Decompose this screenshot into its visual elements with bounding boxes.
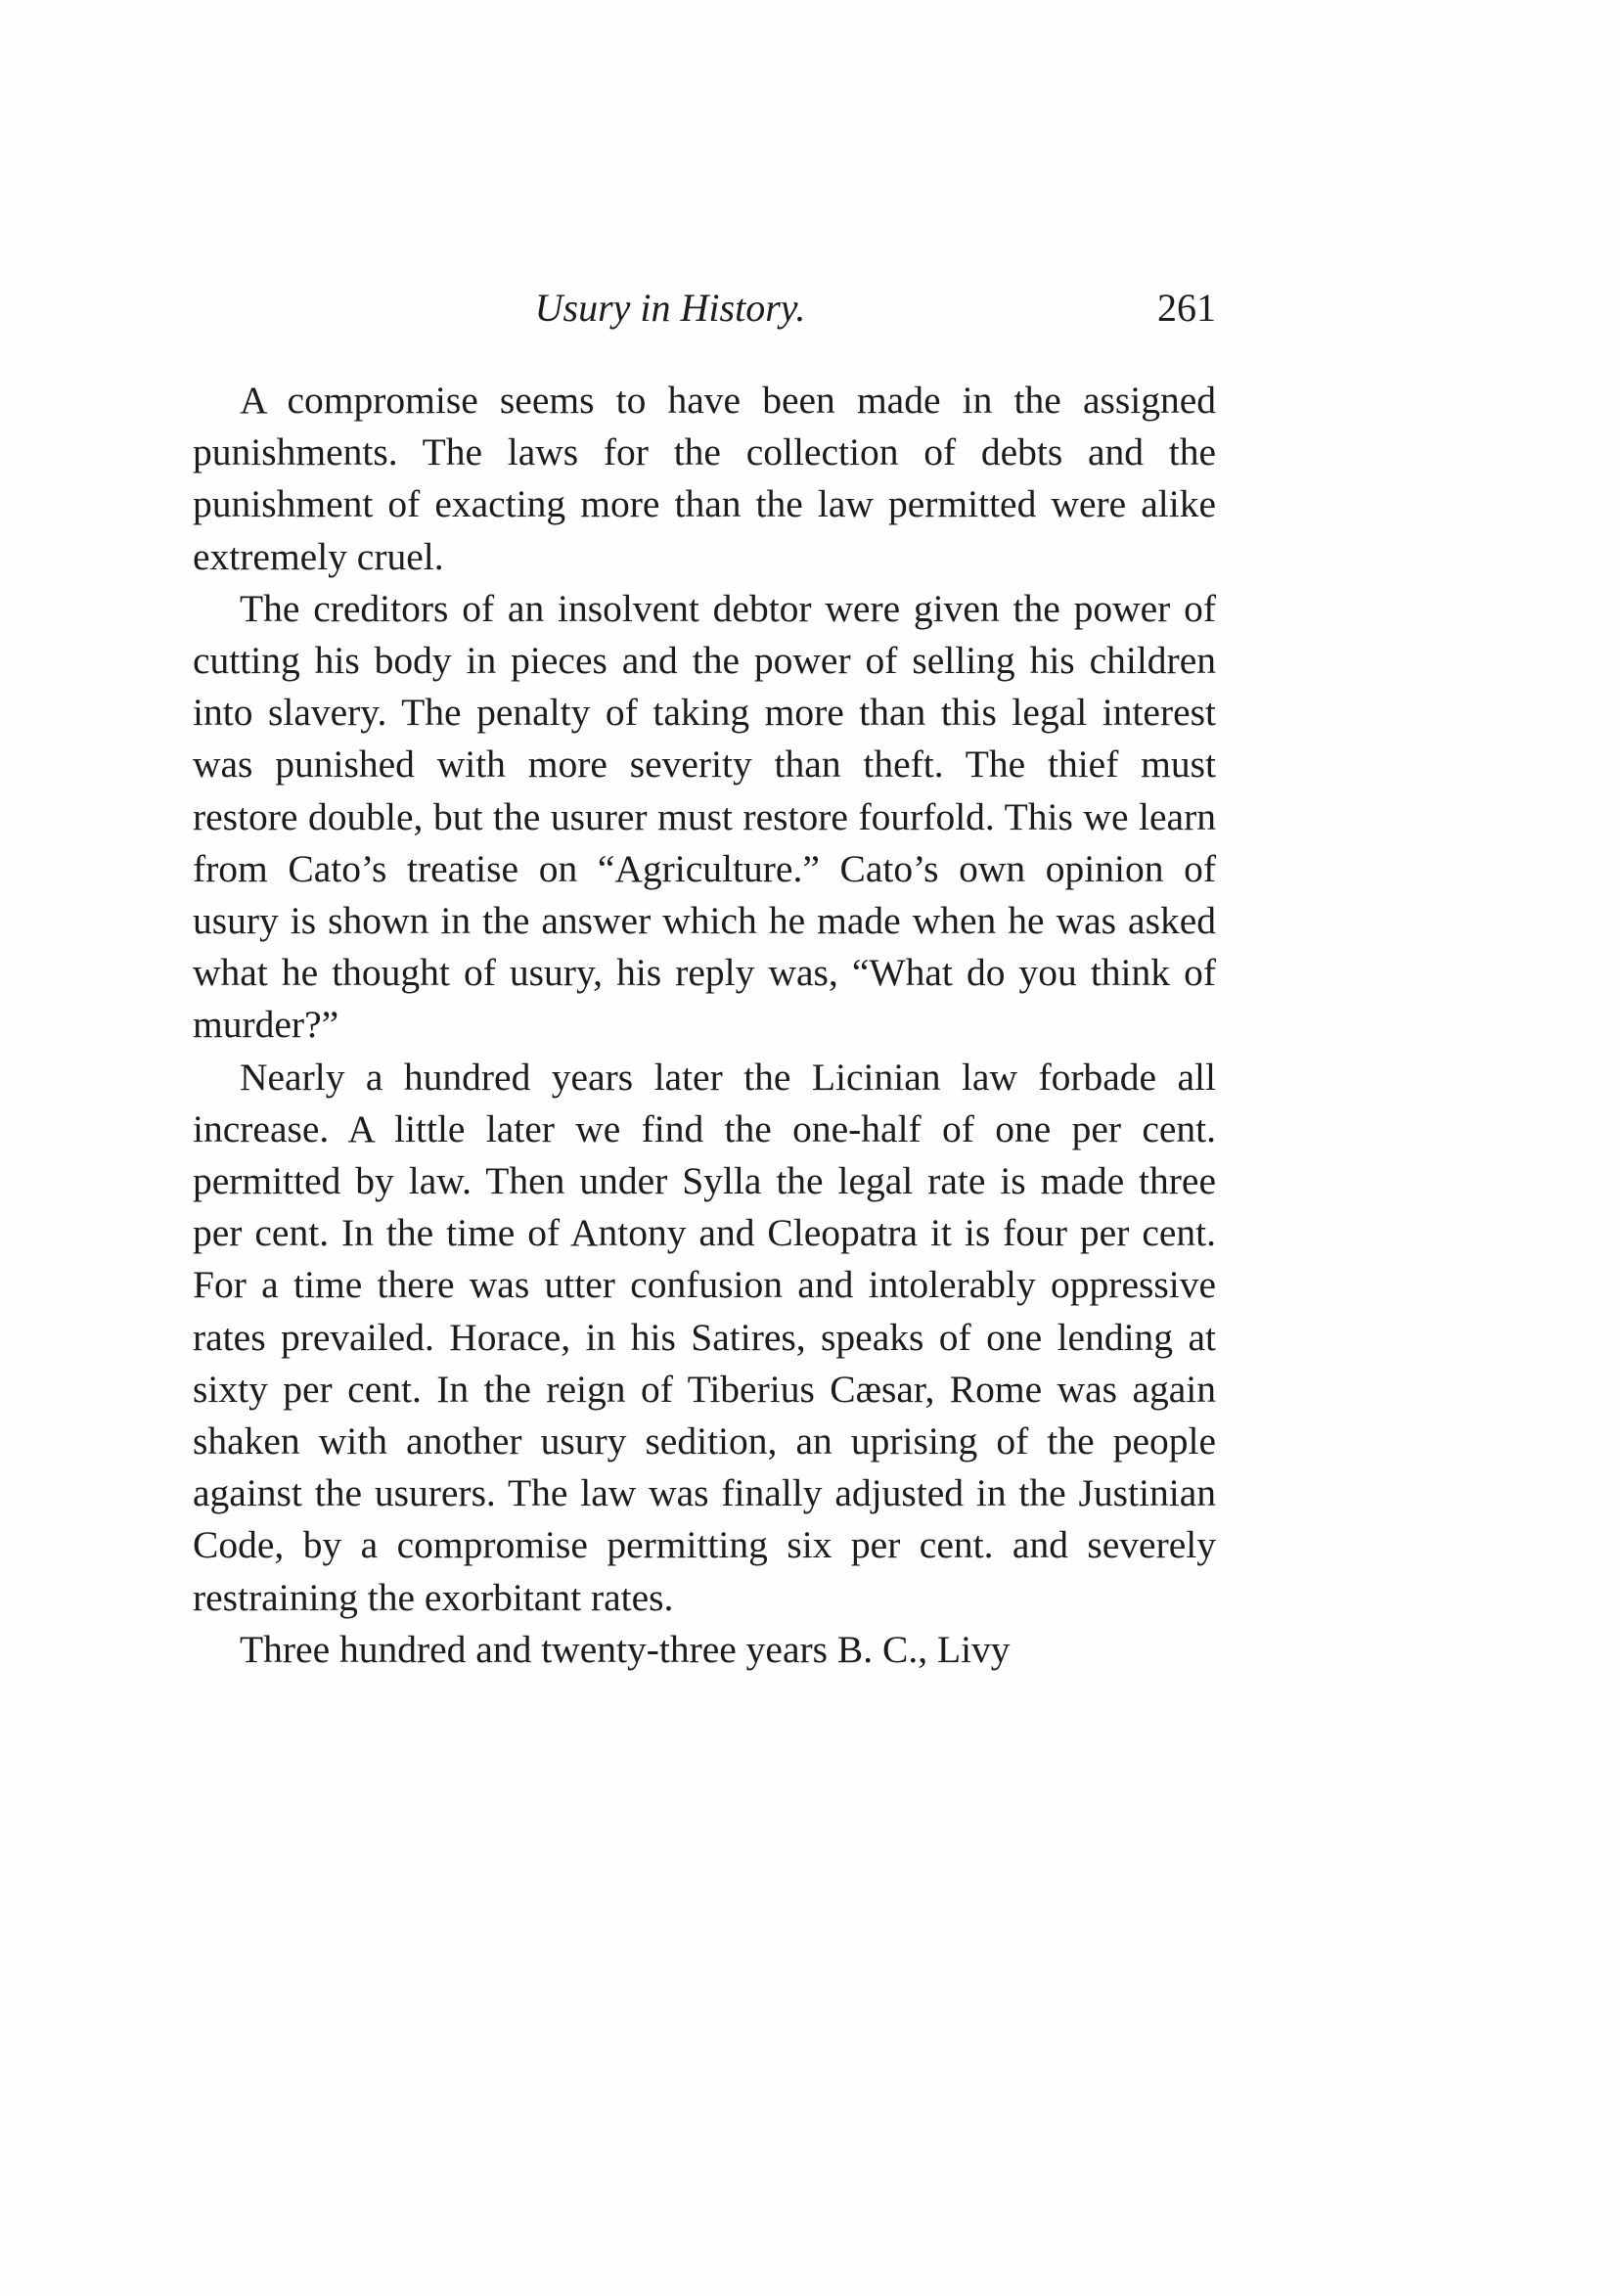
paragraph: Nearly a hundred years later the Licinian law forbade all increase. A little later we find the one-half of one per cent. permitted by law. Then under Sylla the legal rate is made three per cent. In the time of Antony and Cleopatra it is four per cent. For a time there was utter confusion and intolerably oppressive rates prevailed. Horace, in his Satires, speaks of one lending at sixty per cent. In the reign of Tiberius Cæsar, Rome was again shaken with another usury sedition, an uprising of the people against the usurers. The law was finally adjusted in the Justinian Code, by a compromise permitting six per cent. and severely restraining the exorbitant rates. [193, 1055, 1216, 1619]
paragraph: The creditors of an insolvent debtor were given the power of cutting his body in pieces and the power of selling his children into slavery. The penalty of taking more than this legal interest was punished with more severity than theft. The thief must restore double, but the usurer must restore fourfold. This we learn from Cato’s treatise on “Agriculture.” Cato’s own opinion of usury is shown in the answer which he made when he was asked what he thought of usury, his reply was, “What do you think of murder?” [193, 586, 1216, 1047]
body-text [193, 375, 1216, 1676]
page-number: 261 [1157, 286, 1216, 330]
paragraph: A compromise seems to have been made in the assigned punishments. The laws for the collection of debts and the punishment of exacting more than the law permitted were alike extremely cruel. [193, 379, 1216, 578]
paragraph: Three hundred and twenty-three years B. C., Livy [240, 1627, 1011, 1671]
page-header [193, 279, 1216, 338]
running-title: Usury in History. [534, 286, 806, 330]
